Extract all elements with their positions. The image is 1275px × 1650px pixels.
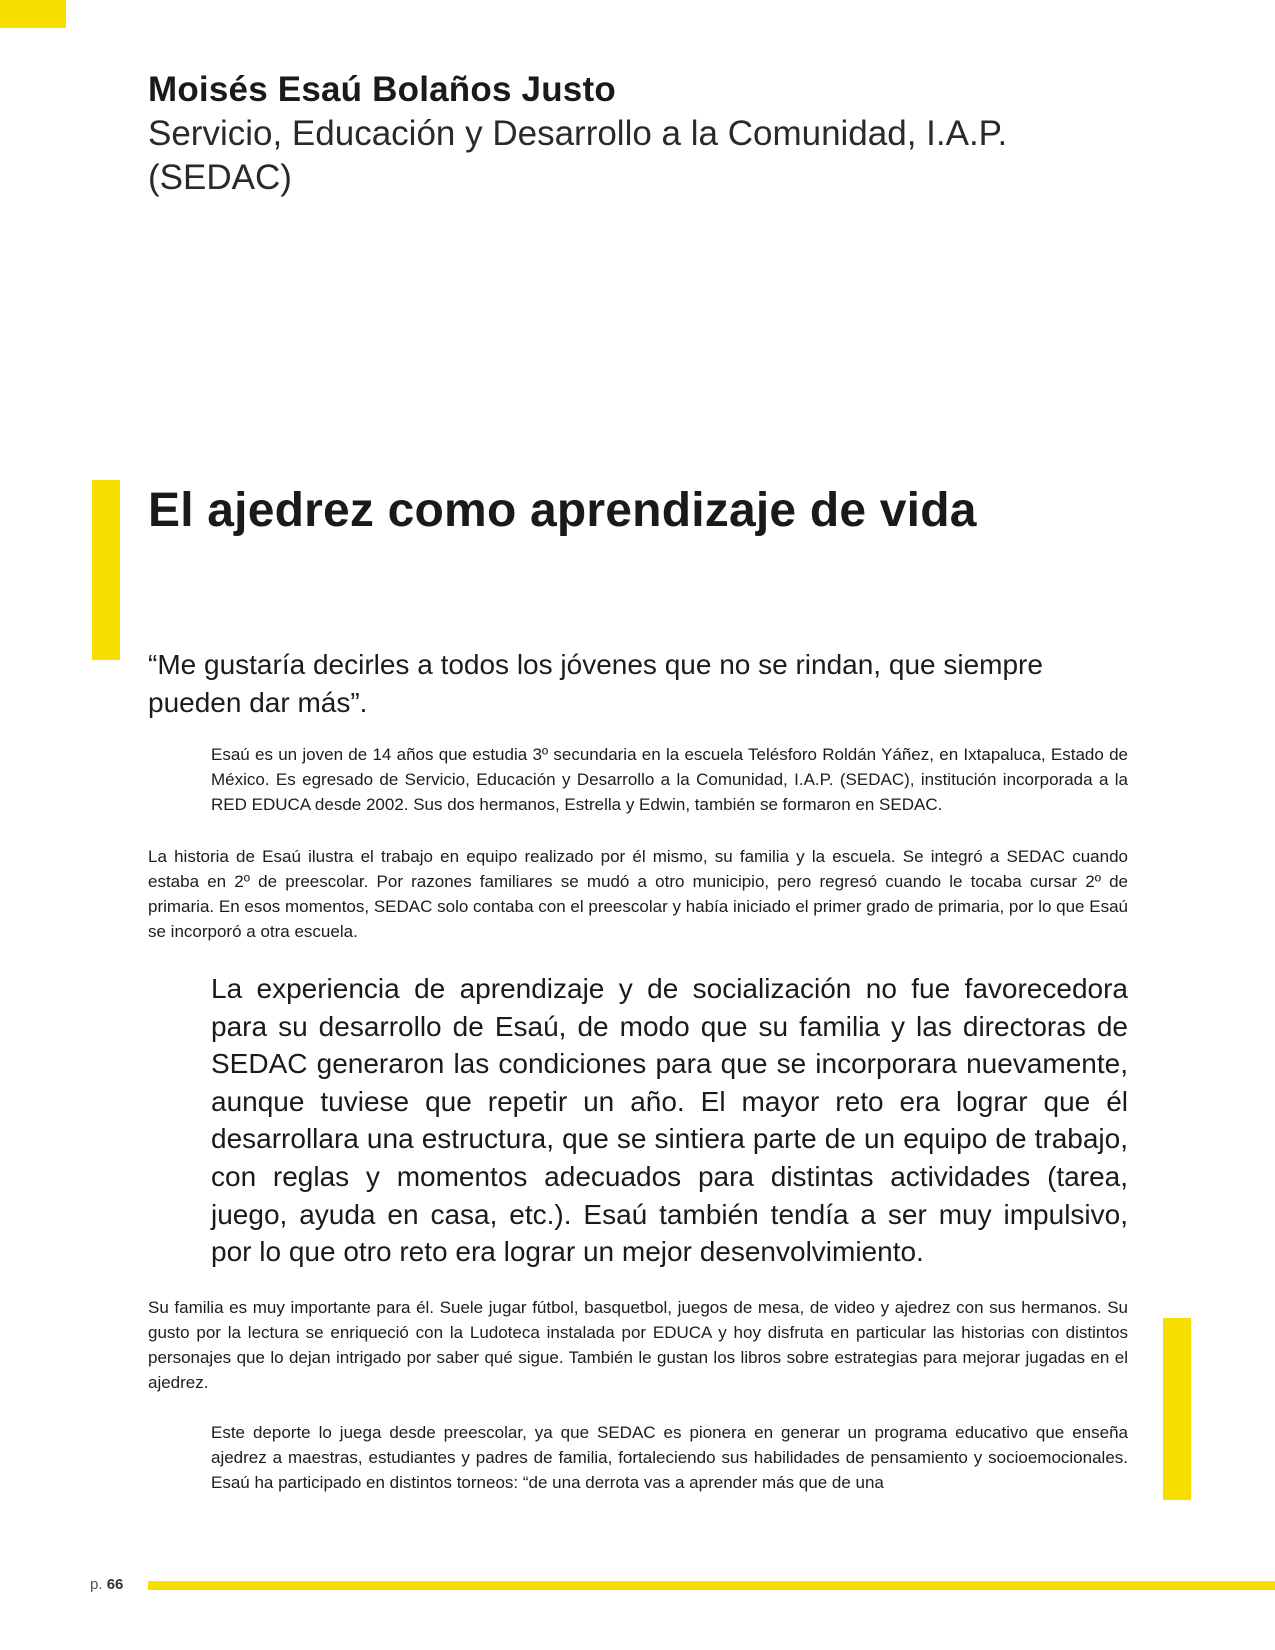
accent-bar-title — [92, 480, 120, 660]
paragraph-intro: Esaú es un joven de 14 años que estudia 3º secundaria en la escuela Telésforo Roldán Yáñez, en Ixtapaluca, Estado de México. Es egresado de Servicio, Educación y Desarrollo a la Comunidad, I.A.P. (SEDAC), institución incorporada a la RED EDUCA desde 2002. Sus dos hermanos, Estrella y Edwin, también se formaron en SEDAC. — [211, 745, 1128, 814]
accent-bar-right — [1163, 1318, 1191, 1500]
pull-quote: La experiencia de aprendizaje y de socialización no fue favorecedora para su desarrollo de Esaú, de modo que su familia y las directoras de SEDAC generaron las condiciones para que se incorporara nuevamente, aunque tuviese que repetir un año. El mayor reto era lograr que él desarrollara una estructura, que se sintiera parte de un equipo de trabajo, con reglas y momentos adecuados para distintas actividades (tarea, juego, ayuda en casa, etc.). Esaú también tendía a ser muy impulsivo, por lo que otro reto era lograr un mejor desenvolvimiento. — [211, 973, 1128, 1268]
accent-bar-footer — [148, 1581, 1275, 1590]
page-number — [90, 1574, 123, 1596]
lead-quote: “Me gustaría decirles a todos los jóvenes que no se rindan, que siempre pueden dar más”. — [148, 649, 1043, 718]
author-organization: Servicio, Educación y Desarrollo a la Comunidad, I.A.P. (SEDAC) — [148, 114, 1008, 197]
article-title: El ajedrez como aprendizaje de vida — [148, 484, 977, 537]
accent-bar-top-left — [0, 0, 66, 28]
author-name: Moisés Esaú Bolaños Justo — [148, 70, 616, 109]
page-prefix: p. — [90, 1576, 103, 1593]
page-number-value: 66 — [106, 1576, 124, 1593]
author-block — [148, 68, 1148, 200]
paragraph-history: La historia de Esaú ilustra el trabajo en equipo realizado por él mismo, su familia y la escuela. Se integró a SEDAC cuando estaba en 2º de preescolar. Por razones familiares se mudó a otro municipio, pero regresó cuando le tocaba cursar 2º de primaria. En esos momentos, SEDAC solo contaba con el preescolar y había iniciado el primer grado de primaria, por lo que Esaú se incorporó a otra escuela. — [148, 847, 1128, 941]
paragraph-family: Su familia es muy importante para él. Suele jugar fútbol, basquetbol, juegos de mesa, de video y ajedrez con sus hermanos. Su gusto por la lectura se enriqueció con la Ludoteca instalada por EDUCA y hoy disfruta en particular las historias con distintos personajes que lo dejan intrigado por saber qué sigue. También le gustan los libros sobre estrategias para mejorar jugadas en el ajedrez. — [148, 1298, 1128, 1392]
paragraph-chess: Este deporte lo juega desde preescolar, ya que SEDAC es pionera en generar un programa educativo que enseña ajedrez a maestras, estudiantes y padres de familia, fortaleciendo sus habilidades de pensamiento y socioemocionales. Esaú ha participado en distintos torneos: “de una derrota vas a aprender más que de una — [211, 1423, 1128, 1492]
